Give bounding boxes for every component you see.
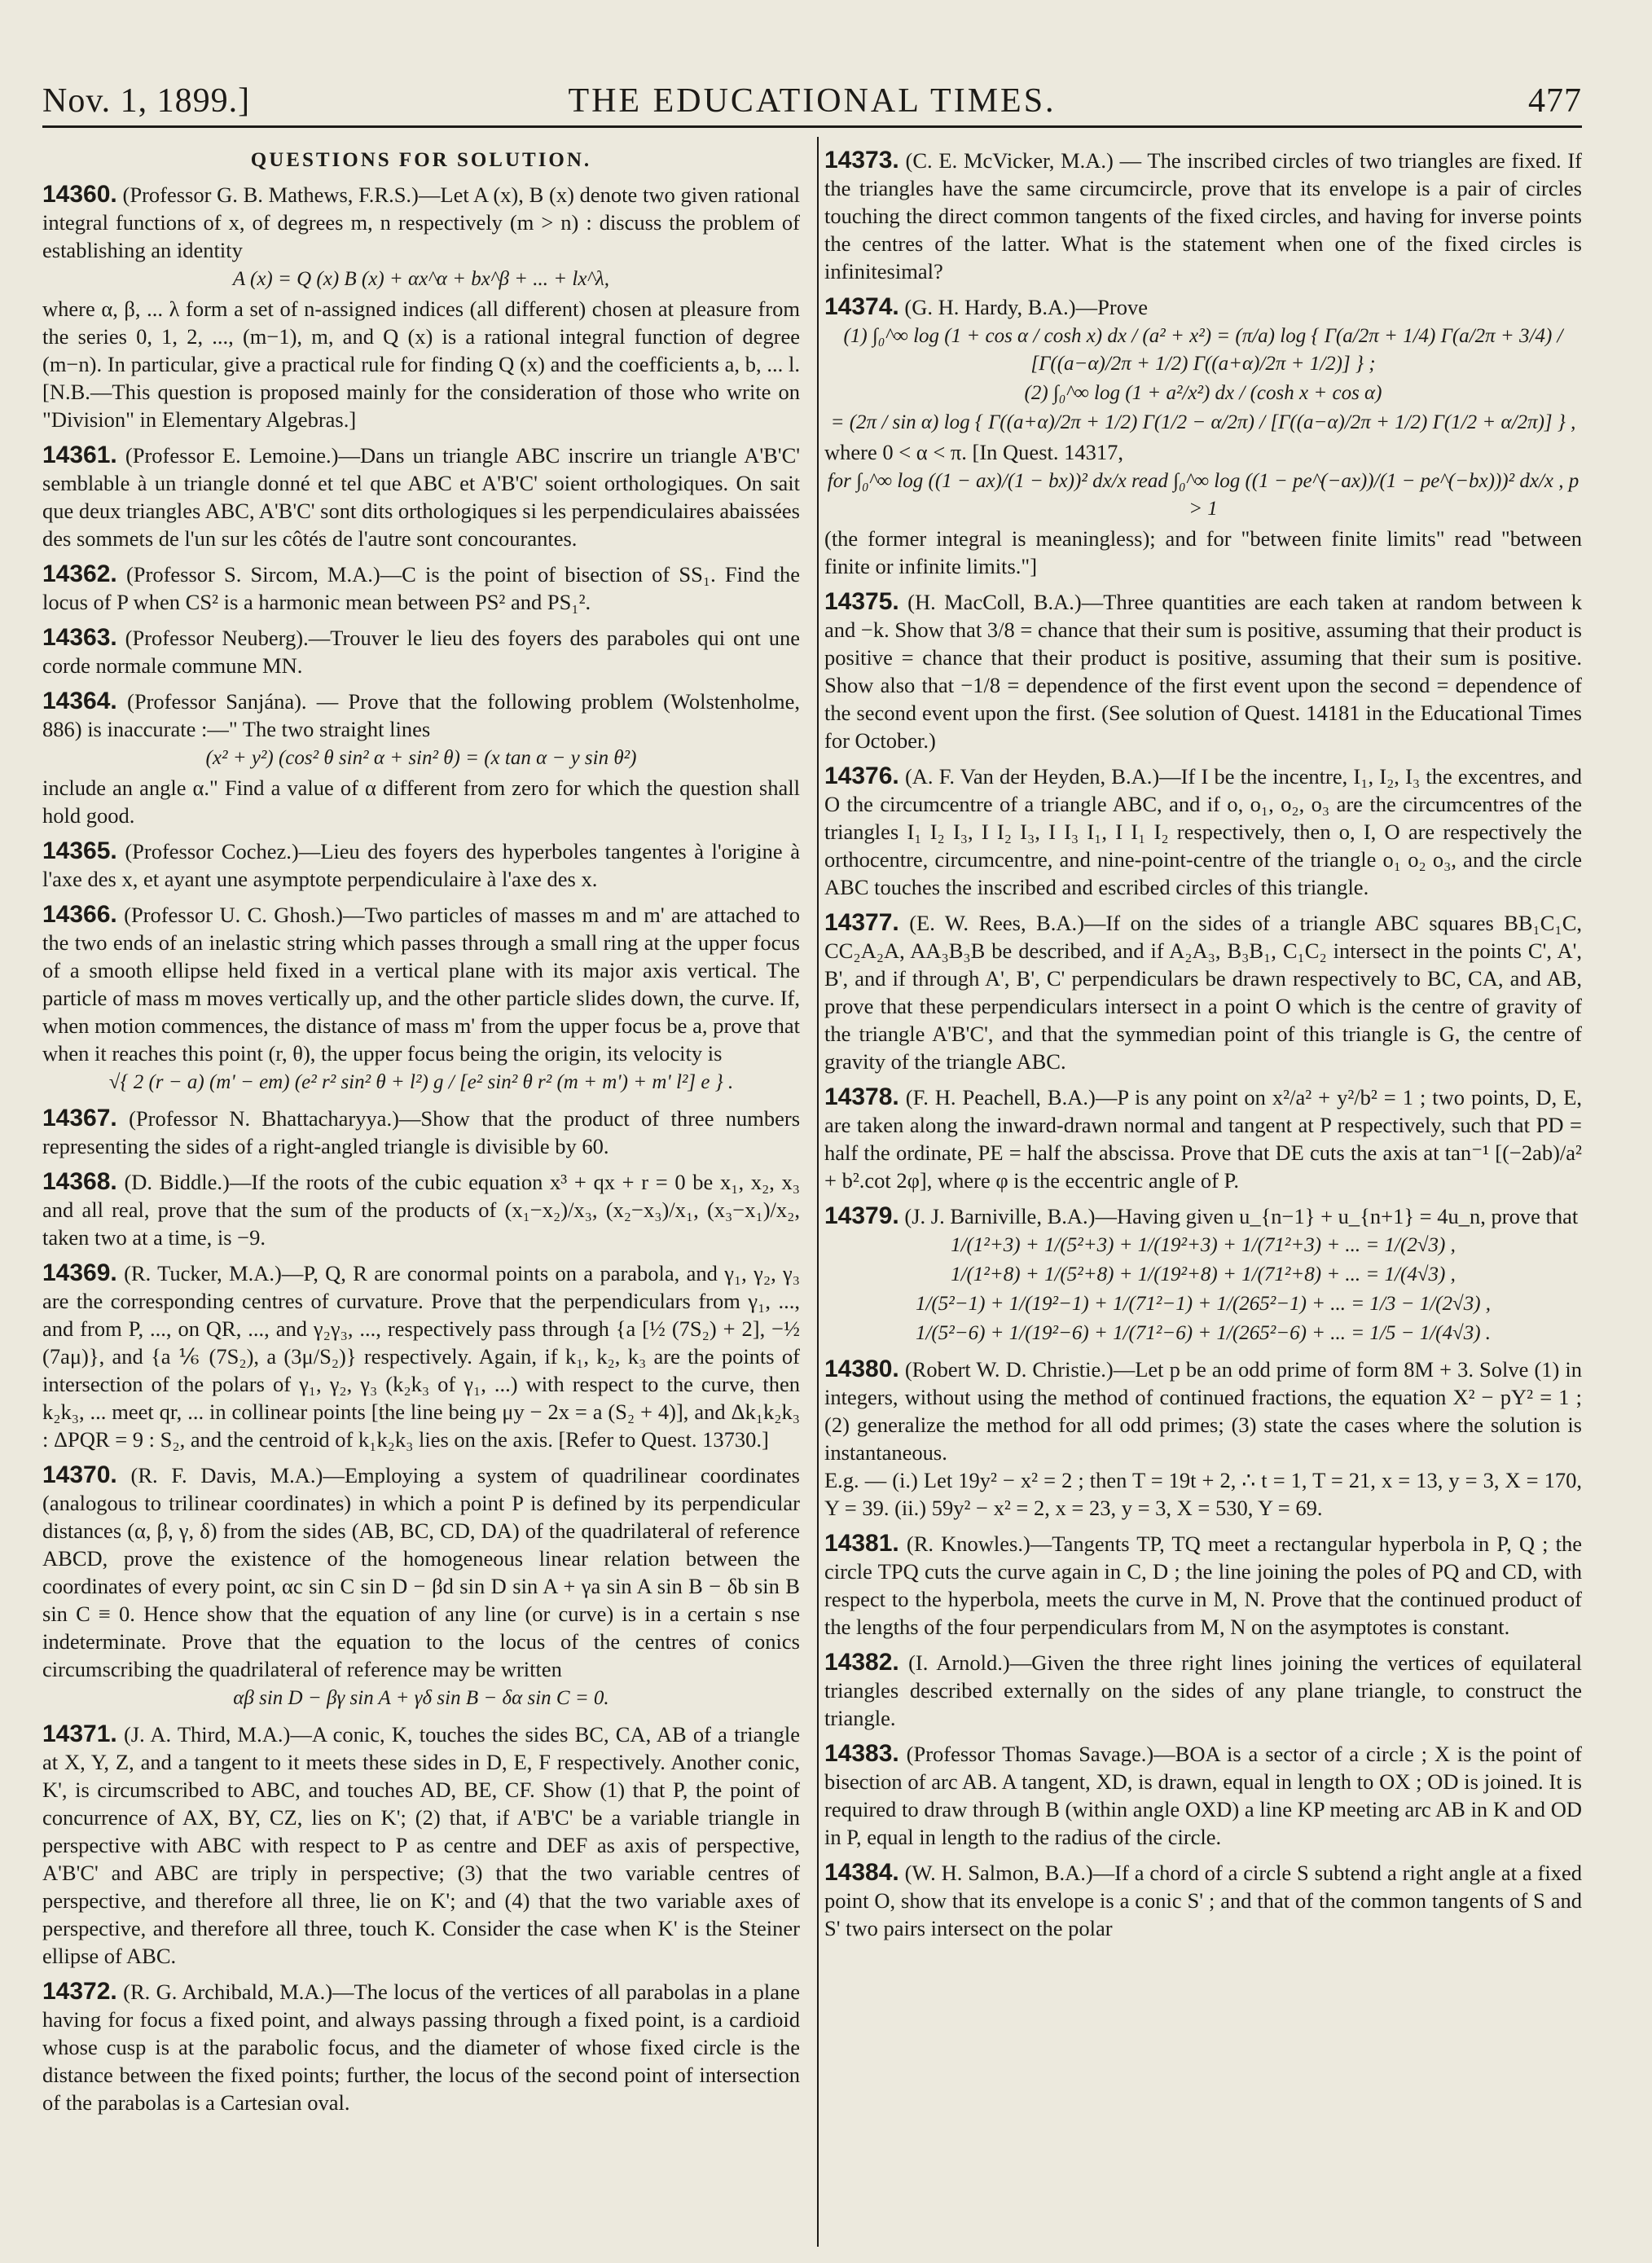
question-text: —If the roots of the cubic equation x³ + qx + r = 0 be x₁, x₂, x₃ and all real, prove that the sum of the products of (x₁−x₂)/x₃, (x₂−x₃)/x₁, (x₃−x₁)/x₂, taken two at a time, is −9. (42, 1170, 801, 1250)
question-equation: (x² + y²) (cos² θ sin² α + sin² θ) = (x tan α − y sin θ²) (205, 747, 637, 769)
question-author: (Professor N. Bhattacharyya.) (129, 1106, 399, 1131)
right-column (824, 147, 1582, 1950)
question-text: —If a chord of a circle S subtend a right angle at a fixed point O, show that its envelope is a conic S' ; and that of the common tangents of S and S' two pairs intersect on the polar (824, 1861, 1582, 1940)
page-header (42, 72, 1582, 128)
question-number: 14380. (824, 1356, 899, 1382)
issue-date: Nov. 1, 1899.] (42, 82, 251, 120)
question-author: (Professor Thomas Savage.) (906, 1742, 1154, 1766)
question-equation: (2) ∫₀^∞ log (1 + a²/x²) dx / (cosh x + cos α) (1024, 382, 1382, 404)
question-number: 14384. (824, 1859, 899, 1886)
question-number: 14366. (42, 901, 117, 928)
question-item (42, 1720, 800, 1970)
question-author: (G. H. Hardy, B.A.) (904, 295, 1076, 319)
question-author: (W. H. Salmon, B.A.) (904, 1861, 1093, 1885)
question-text-continued: where α, β, ... λ form a set of n-assigned indices (all different) chosen at pleasure from the series 0, 1, 2, ..., (m−1), m, and Q (x) is a rational integral function of degree (m−n). In particular, give a practical rule for finding Q (x) and the coefficients a, b, ... l. [N.B.—This question is proposed mainly for the consideration of those who write on "Division" in Elementary Algebras.] (42, 297, 800, 432)
question-author: (I. Arnold.) (908, 1650, 1010, 1675)
question-item (824, 1530, 1582, 1641)
question-paragraph (42, 560, 800, 616)
question-paragraph (824, 147, 1582, 285)
question-number: 14379. (824, 1202, 899, 1229)
question-text: —C is the point of bisection of SS₁. Find the locus of P when CS² is a harmonic mean between PS² and PS₁². (42, 562, 800, 614)
question-paragraph (824, 293, 1582, 321)
question-item (42, 560, 800, 616)
question-text: —Having given u_{n−1} + u_{n+1} = 4u_n, prove that (1095, 1204, 1579, 1228)
question-item (42, 1978, 800, 2116)
question-number: 14367. (42, 1105, 117, 1132)
question-number: 14364. (42, 688, 117, 714)
question-author: (Professor S. Sircom, M.A.) (125, 562, 380, 587)
question-equation: 1/(1²+3) + 1/(5²+3) + 1/(19²+3) + 1/(71²+3) + ... = 1/(2√3) , (951, 1234, 1456, 1256)
question-text: —Two particles of masses m and m' are attached to the two ends of an inelastic string which passes through a small ring at the upper focus of a smooth ellipse held fixed in a vertical plane with its major axis vertical. The particle of mass m moves vertically up, and the other particle slides down, the curve. If, when motion commences, the distance of mass m' from the upper focus be a, prove that when it reaches this point (r, θ), the upper focus being the origin, its velocity is (42, 903, 800, 1066)
left-question-list (42, 181, 800, 2116)
question-equation: 1/(5²−6) + 1/(19²−6) + 1/(71²−6) + 1/(265²−6) + ... = 1/5 − 1/(4√3) . (915, 1322, 1492, 1344)
question-author: (D. Biddle.) (124, 1170, 230, 1194)
question-text-continued: (the former integral is meaningless); and for "between finite limits" read "between finite or infinite limits."] (824, 526, 1582, 578)
question-paragraph (42, 181, 800, 264)
question-number: 14363. (42, 624, 117, 651)
question-text: —Let A (x), B (x) denote two given rational integral functions of x, of degrees m, n respectively (m > n) : discuss the problem of establishing an identity (42, 182, 801, 262)
question-item (824, 588, 1582, 754)
column-divider (817, 137, 819, 2247)
question-author: (Professor E. Lemoine.) (125, 443, 339, 468)
question-paragraph (824, 588, 1582, 754)
question-paragraph (824, 1202, 1582, 1230)
question-paragraph (824, 1356, 1582, 1466)
question-item (42, 1168, 800, 1251)
question-number: 14362. (42, 560, 117, 587)
question-text-continued: E.g. — (i.) Let 19y² − x² = 2 ; then T = 19t + 2, ∴ t = 1, T = 21, x = 13, y = 3, X = 170, Y = 39. (ii.) 59y² − x² = 2, x = 23, y = 3, X = 530, Y = 69. (824, 1468, 1582, 1520)
question-text: —Lieu des foyers des hyperboles tangentes à l'origine à l'axe des x, et ayant une asymptote perpendiculaire à l'axe des x. (42, 839, 800, 891)
question-paragraph (42, 837, 800, 893)
question-text: —Show that the product of three numbers representing the sides of a right-angled triangle is divisible by 60. (42, 1106, 801, 1158)
question-number: 14365. (42, 837, 117, 864)
question-author: (A. F. Van der Heyden, B.A.) (904, 764, 1160, 789)
question-author: (R. F. Davis, M.A.) (130, 1463, 323, 1487)
question-equation: 1/(1²+8) + 1/(5²+8) + 1/(19²+8) + 1/(71²+8) + ... = 1/(4√3) , (951, 1263, 1456, 1285)
question-author: (R. Tucker, M.A.) (124, 1261, 282, 1285)
question-text: — Prove that the following problem (Wolstenholme, 886) is inaccurate :—" The two straight lines (42, 689, 800, 741)
question-item (824, 1356, 1582, 1522)
question-text: —Tangents TP, TQ meet a rectangular hyperbola in P, Q ; the circle TPQ cuts the curve again in C, D ; the line joining the poles of PQ and CD, with respect to the hyperbola, meets the curve in M, N. Prove that the continued product of the lengths of the four perpendiculars from M, N on the asymptotes is constant. (824, 1531, 1583, 1639)
question-equation: (1) ∫₀^∞ log (1 + cos α / cosh x) dx / (a² + x²) = (π/a) log { Γ(a/2π + 1/4) Γ(a/2π + 3/4) / [Γ((a−α)/2π + 1/2) Γ((a+α)/2π + 1/2)] } ; (843, 325, 1563, 375)
question-author: (Professor Sanjána). (127, 689, 307, 714)
question-equation: for ∫₀^∞ log ((1 − ax)/(1 − bx))² dx/x read ∫₀^∞ log ((1 − pe^(−ax))/(1 − pe^(−bx)))² dx/x , p > 1 (827, 470, 1580, 520)
question-number: 14382. (824, 1649, 899, 1676)
question-paragraph (824, 762, 1582, 901)
question-paragraph (42, 901, 800, 1067)
question-paragraph (824, 1530, 1582, 1641)
question-text: —The locus of the vertices of all parabolas in a plane having for focus a fixed point, and always passing through a fixed point, is a cardioid whose cusp is at the parabolic focus, and the diameter of whose fixed circle is the distance between the fixed points; further, the locus of the second point of intersection of the parabolas is a Cartesian oval. (42, 1980, 801, 2115)
question-author: (E. W. Rees, B.A.) (909, 911, 1084, 935)
question-text-continued: include an angle α." Find a value of α different from zero for which the question shall hold good. (42, 776, 800, 828)
question-item (824, 909, 1582, 1075)
question-number: 14375. (824, 588, 899, 615)
question-text-continued: where 0 < α < π. [In Quest. 14317, (824, 440, 1123, 464)
question-text: —BOA is a sector of a circle ; X is the point of bisection of arc AB. A tangent, XD, is drawn, equal in length to OX ; OD is joined. It is required to draw through B (within angle OXD) a line KP meeting arc AB in K and OD in P, equal in length to the radius of the circle. (824, 1742, 1583, 1849)
question-author: (Professor G. B. Mathews, F.R.S.) (122, 182, 419, 207)
question-item (824, 1859, 1582, 1942)
question-number: 14377. (824, 909, 899, 936)
question-item (42, 901, 800, 1096)
question-item (824, 762, 1582, 901)
question-paragraph (42, 1168, 800, 1251)
question-text: —If I be the incentre, I₁, I₂, I₃ the excentres, and O the circumcentre of a triangle ABC, and if o, o₁, o₂, o₃ are the circumcentres of the triangles I₁ I₂ I₃, I I₂ I₃, I I₃ I₁, I I₁ I₂ respectively, then o, I, O are respectively the orthocentre, circumcentre, and nine-point-centre of the triangle o₁ o₂ o₃, and the circle ABC touches the inscribed and escribed circles of this triangle. (824, 764, 1583, 899)
question-item (42, 688, 800, 829)
question-author: (R. G. Archibald, M.A.) (123, 1980, 333, 2004)
question-text: —P, Q, R are conormal points on a parabola, and γ₁, γ₂, γ₃ are the corresponding centres of curvature. Prove that the perpendiculars from γ₁, ..., and from P, ..., on QR, ..., and γ₂γ₃, ..., respectively pass through {a [½ (7S₂) + 2], −½ (7aμ)}, and {a ⅙ (7S₂), a (3μ/S₂)} respectively. Again, if k₁, k₂, k₃ are the points of intersection of the polars of γ₁, γ₂, γ₃ (k₂k₃ of γ₁, ...) with respect to the curve, then k₂k₃, ... meet qr, ... in collinear points [the line being μy − 2x = a (S₂ + 4)], and Δk₁k₂k₃ : ΔPQR = 9 : S₂, and the centroid of k₁k₂k₃ lies on the axis. [Refer to Quest. 13730.] (42, 1261, 801, 1452)
question-author: (J. J. Barniville, B.A.) (904, 1204, 1096, 1228)
question-author: (J. A. Third, M.A.) (123, 1722, 291, 1747)
journal-title: THE EDUCATIONAL TIMES. (568, 82, 1057, 120)
question-item (824, 147, 1582, 285)
question-item (42, 1259, 800, 1453)
question-author: (Professor Neuberg). (125, 626, 309, 650)
question-text: —P is any point on x²/a² + y²/b² = 1 ; two points, D, E, are taken along the inward-drawn normal and tangent at P respectively, such that PD = half the ordinate, PE = half the abscissa. Prove that DE cuts the axis at tan⁻¹ [(−2ab)/a² + b².cot 2φ], where φ is the eccentric angle of P. (824, 1085, 1582, 1193)
question-item (824, 1649, 1582, 1732)
question-equation: 1/(5²−1) + 1/(19²−1) + 1/(71²−1) + 1/(265²−1) + ... = 1/3 − 1/(2√3) , (915, 1293, 1492, 1315)
question-text: — The inscribed circles of two triangles are fixed. If the triangles have the same circumcircle, prove that its envelope is a pair of circles touching the direct common tangents of the fixed circles, and having for inverse points the centres of the latter. What is the statement when one of the fixed circles is infinitesimal? (824, 148, 1583, 283)
question-equation: = (2π / sin α) log { Γ((a+α)/2π + 1/2) Γ(1/2 − α/2π) / [Γ((a−α)/2π + 1/2) Γ(1/2 + α/2π)] } , (830, 411, 1576, 433)
question-number: 14374. (824, 293, 899, 320)
question-equation: √{ 2 (r − a) (m' − em) (e² r² sin² θ + l²) g / [e² sin² θ r² (m + m') + m' l²] e } . (108, 1071, 734, 1093)
left-column (42, 147, 800, 2125)
question-author: (Robert W. D. Christie.) (904, 1357, 1114, 1382)
question-text: —Dans un triangle ABC inscrire un triangle A'B'C' semblable à un triangle donné et tel que ABC et A'B'C' soient orthologiques. On sait que deux triangles ABC, A'B'C' sont dits orthologiques si les perpendiculaires abaissées des sommets de l'un sur les côtés de l'autre sont concourantes. (42, 443, 801, 551)
question-item (42, 442, 800, 552)
question-text: —A conic, K, touches the sides BC, CA, AB of a triangle at X, Y, Z, and a tangent to it meets these sides in D, E, F respectively. Another conic, K', is circumscribed to ABC, and touches AD, BE, CF. Show (1) that P, the point of concurrence of AX, BY, CZ, lies on K'; (2) that, if A'B'C' be a variable triangle in perspective with ABC with respect to P as centre and DEF as axis of perspective, A'B'C' and ABC are triply in perspective; (3) that the two variable centres of perspective, and therefore all three, lie on K'; and (4) that the two variable axes of perspective, and therefore all three, touch K. Consider the case when K' is the Steiner ellipse of ABC. (42, 1722, 801, 1968)
question-author: (Professor Cochez.) (125, 839, 299, 863)
question-author: (H. MacColl, B.A.) (907, 590, 1082, 614)
question-equation: αβ sin D − βγ sin A + γδ sin B − δα sin C = 0. (233, 1687, 609, 1709)
question-paragraph (824, 1649, 1582, 1732)
question-text: —Let p be an odd prime of form 8M + 3. Solve (1) in integers, without using the method of continued fractions, the equation X² − pY² = 1 ; (2) generalize the method for all odd primes; (3) state the cases where the solution is instantaneous. (824, 1357, 1582, 1465)
question-paragraph (824, 1740, 1582, 1851)
question-item (42, 181, 800, 433)
question-number: 14368. (42, 1168, 117, 1195)
question-text: —If on the sides of a triangle ABC squares BB₁C₁C, CC₂A₂A, AA₃B₃B be described, and if A₂A₃, B₃B₁, C₁C₂ intersect in the points C', A', B', and if through A', B', C' perpendiculars be drawn respectively to BC, CA, and AB, prove that these perpendiculars intersect in a point O which is the centre of gravity of the triangle A'B'C', and that the symmedian point of this triangle is G, the centre of gravity of the triangle ABC. (824, 911, 1583, 1074)
question-item (42, 624, 800, 679)
question-paragraph (42, 1720, 800, 1970)
question-text: —Employing a system of quadrilinear coordinates (analogous to trilinear coordinates) in which a point P is defined by its perpendicular distances (α, β, γ, δ) from the sides (AB, BC, CD, DA) of the quadrilateral of reference ABCD, prove the existence of the homogeneous linear relation between the coordinates of every point, αc sin C sin D − βd sin D sin A + γa sin A sin B − δb sin B sin C ≡ 0. Hence show that the equation of any line (or curve) is in a certain s nse indeterminate. Prove that the equation to the locus of the centres of conics circumscribing the quadrilateral of reference may be written (42, 1463, 800, 1681)
question-author: (Professor U. C. Ghosh.) (124, 903, 343, 927)
question-equation: A (x) = Q (x) B (x) + αx^α + bx^β + ... + lx^λ, (232, 268, 610, 290)
question-paragraph (42, 1105, 800, 1160)
page-number: 477 (1528, 82, 1582, 120)
question-paragraph (42, 1978, 800, 2116)
question-paragraph (42, 1259, 800, 1453)
question-item (824, 1740, 1582, 1851)
section-title: QUESTIONS FOR SOLUTION. (250, 149, 592, 171)
question-text: —Prove (1075, 295, 1148, 319)
question-number: 14360. (42, 181, 117, 208)
question-text: —Trouver le lieu des foyers des paraboles qui ont une corde normale commune MN. (42, 626, 800, 678)
question-paragraph (42, 688, 800, 743)
question-paragraph (824, 1859, 1582, 1942)
question-paragraph (42, 442, 800, 552)
question-number: 14376. (824, 762, 899, 789)
question-item (42, 1105, 800, 1160)
question-number: 14378. (824, 1083, 899, 1110)
right-question-list (824, 147, 1582, 1942)
question-number: 14381. (824, 1530, 899, 1557)
question-paragraph (824, 909, 1582, 1075)
question-item (42, 1461, 800, 1712)
question-number: 14373. (824, 147, 899, 174)
question-number: 14361. (42, 442, 117, 468)
question-number: 14370. (42, 1461, 117, 1488)
question-author: (F. H. Peachell, B.A.) (905, 1085, 1096, 1110)
question-author: (C. E. McVicker, M.A.) (905, 148, 1114, 173)
question-author: (R. Knowles.) (906, 1531, 1030, 1556)
question-item (42, 837, 800, 893)
question-number: 14372. (42, 1978, 117, 2005)
question-text: —Given the three right lines joining the vertices of equilateral triangles described externally on the sides of any plane triangle, to construct the triangle. (824, 1650, 1582, 1730)
question-item (824, 1083, 1582, 1194)
question-text: —Three quantities are each taken at random between k and −k. Show that 3/8 = chance that their sum is positive, assuming that their product is positive = chance that their product is positive, assuming that their sum is positive. Show also that −1/8 = dependence of the first event upon the second = dependence of the second event upon the first. (See solution of Quest. 14181 in the Educational Times for October.) (824, 590, 1583, 753)
question-number: 14383. (824, 1740, 899, 1767)
question-paragraph (42, 1461, 800, 1683)
question-number: 14369. (42, 1259, 117, 1286)
question-item (824, 293, 1582, 580)
question-paragraph (824, 1083, 1582, 1194)
question-number: 14371. (42, 1720, 117, 1747)
question-paragraph (42, 624, 800, 679)
question-item (824, 1202, 1582, 1347)
